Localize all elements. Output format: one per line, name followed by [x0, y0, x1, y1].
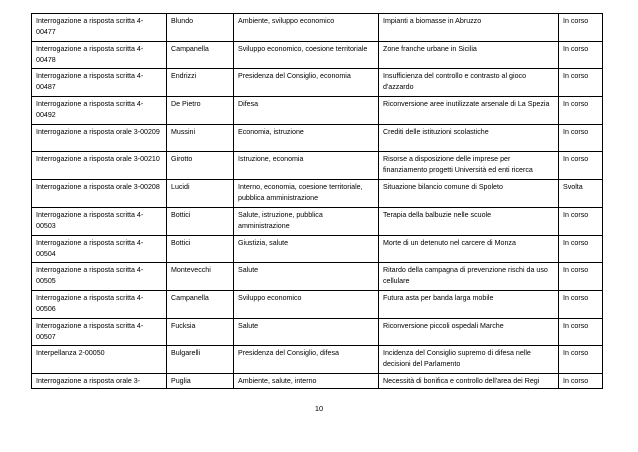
cell-author: Girotto: [167, 152, 234, 180]
cell-author: Bottici: [167, 235, 234, 263]
cell-status: In corso: [559, 41, 603, 69]
table-row: [32, 180, 603, 208]
cell-subject: Ritardo della campagna di prevenzione rischi da uso cellulare: [379, 263, 559, 291]
cell-author: Bulgarelli: [167, 346, 234, 374]
cell-type: Interrogazione a risposta scritta 4-00505: [32, 263, 167, 291]
cell-topic: Ambiente, sviluppo economico: [234, 14, 379, 42]
cell-subject: Impianti a biomasse in Abruzzo: [379, 14, 559, 42]
table-row: [32, 124, 603, 152]
cell-status: In corso: [559, 207, 603, 235]
cell-status: In corso: [559, 152, 603, 180]
table-row: [32, 14, 603, 42]
cell-topic: Salute, istruzione, pubblica amministrazione: [234, 207, 379, 235]
cell-topic: Sviluppo economico, coesione territoriale: [234, 41, 379, 69]
cell-type: Interrogazione a risposta scritta 4-00487: [32, 69, 167, 97]
cell-status: In corso: [559, 14, 603, 42]
cell-author: Campanella: [167, 41, 234, 69]
cell-topic: Interno, economia, coesione territoriale, pubblica amministrazione: [234, 180, 379, 208]
cell-type: Interrogazione a risposta orale 3-00209: [32, 124, 167, 152]
cell-topic: Difesa: [234, 97, 379, 125]
table-row: [32, 373, 603, 388]
cell-topic: Salute: [234, 318, 379, 346]
cell-subject: Situazione bilancio comune di Spoleto: [379, 180, 559, 208]
cell-subject: Terapia della balbuzie nelle scuole: [379, 207, 559, 235]
cell-author: Mussini: [167, 124, 234, 152]
cell-topic: Presidenza del Consiglio, difesa: [234, 346, 379, 374]
cell-author: Blundo: [167, 14, 234, 42]
table-row: [32, 290, 603, 318]
table-row: [32, 207, 603, 235]
cell-type: Interrogazione a risposta orale 3-00210: [32, 152, 167, 180]
cell-type: Interrogazione a risposta scritta 4-00478: [32, 41, 167, 69]
cell-topic: Ambiente, salute, interno: [234, 373, 379, 388]
table-row: [32, 318, 603, 346]
cell-type: Interrogazione a risposta orale 3-: [32, 373, 167, 388]
interrogations-table: [31, 13, 603, 389]
cell-subject: Crediti delle istituzioni scolastiche: [379, 124, 559, 152]
cell-status: In corso: [559, 124, 603, 152]
cell-status: In corso: [559, 290, 603, 318]
cell-subject: Incidenza del Consiglio supremo di difesa nelle decisioni del Parlamento: [379, 346, 559, 374]
table-row: [32, 263, 603, 291]
cell-topic: Giustizia, salute: [234, 235, 379, 263]
cell-status: In corso: [559, 318, 603, 346]
cell-topic: Sviluppo economico: [234, 290, 379, 318]
cell-subject: Zone franche urbane in Sicilia: [379, 41, 559, 69]
cell-author: Endrizzi: [167, 69, 234, 97]
cell-author: Puglia: [167, 373, 234, 388]
cell-subject: Riconversione aree inutilizzate arsenale di La Spezia: [379, 97, 559, 125]
cell-topic: Istruzione, economia: [234, 152, 379, 180]
cell-subject: Morte di un detenuto nel carcere di Monza: [379, 235, 559, 263]
cell-status: In corso: [559, 69, 603, 97]
cell-topic: Economia, istruzione: [234, 124, 379, 152]
cell-status: In corso: [559, 235, 603, 263]
cell-subject: Futura asta per banda larga mobile: [379, 290, 559, 318]
table-row: [32, 152, 603, 180]
cell-type: Interpellanza 2-00050: [32, 346, 167, 374]
cell-author: Bottici: [167, 207, 234, 235]
cell-subject: Risorse a disposizione delle imprese per finanziamento progetti Università ed enti ricerca: [379, 152, 559, 180]
cell-type: Interrogazione a risposta scritta 4-00503: [32, 207, 167, 235]
cell-author: Montevecchi: [167, 263, 234, 291]
cell-author: Lucidi: [167, 180, 234, 208]
cell-author: Fucksia: [167, 318, 234, 346]
cell-type: Interrogazione a risposta scritta 4-00504: [32, 235, 167, 263]
cell-author: De Pietro: [167, 97, 234, 125]
cell-status: In corso: [559, 373, 603, 388]
table-row: [32, 97, 603, 125]
cell-topic: Salute: [234, 263, 379, 291]
cell-subject: Necessità di bonifica e controllo dell'area dei Regi: [379, 373, 559, 388]
cell-topic: Presidenza del Consiglio, economia: [234, 69, 379, 97]
cell-type: Interrogazione a risposta scritta 4-00477: [32, 14, 167, 42]
cell-status: In corso: [559, 263, 603, 291]
cell-subject: Insufficienza del controllo e contrasto al gioco d'azzardo: [379, 69, 559, 97]
cell-type: Interrogazione a risposta orale 3-00208: [32, 180, 167, 208]
cell-type: Interrogazione a risposta scritta 4-00506: [32, 290, 167, 318]
cell-status: In corso: [559, 346, 603, 374]
cell-author: Campanella: [167, 290, 234, 318]
table-row: [32, 69, 603, 97]
table-row: [32, 41, 603, 69]
page-number: 10: [314, 404, 324, 413]
table-row: [32, 235, 603, 263]
table-row: [32, 346, 603, 374]
cell-type: Interrogazione a risposta scritta 4-00492: [32, 97, 167, 125]
cell-status: In corso: [559, 97, 603, 125]
cell-type: Interrogazione a risposta scritta 4-00507: [32, 318, 167, 346]
cell-subject: Riconversione piccoli ospedali Marche: [379, 318, 559, 346]
cell-status: Svolta: [559, 180, 603, 208]
